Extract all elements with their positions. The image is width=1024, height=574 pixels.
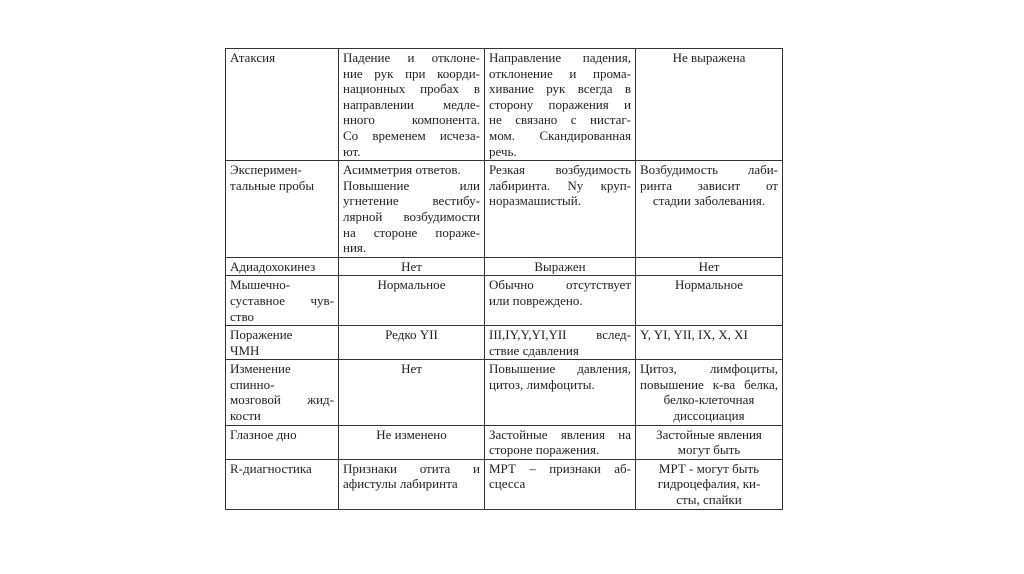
cell-col3: МРТ - могут быть гидроцефалия, ки- сты, спайки: [636, 459, 783, 509]
cell-col2: МРТ – признаки аб- сцесса: [485, 459, 636, 509]
table-row: [226, 459, 783, 509]
cell-col3: Нормальное: [636, 276, 783, 326]
row-label: Атаксия: [226, 49, 339, 161]
row-label: Адиадохокинез: [226, 257, 339, 276]
row-label: Поражение ЧМН: [226, 326, 339, 360]
cell-col1: Падение и отклоне- ние рук при коорди- национных пробах в направлении медле- нного компонента. Со временем исчеза- ют.: [339, 49, 485, 161]
cell-col2: Повышение давления, цитоз, лимфоциты.: [485, 360, 636, 425]
cell-col1: Не изменено: [339, 425, 485, 459]
cell-col2: Обычно отсутствует или повреждено.: [485, 276, 636, 326]
table-row: [226, 276, 783, 326]
table-row: [226, 326, 783, 360]
cell-col2: Выражен: [485, 257, 636, 276]
cell-col3: Нет: [636, 257, 783, 276]
comparison-table: [225, 48, 783, 510]
cell-col1: Нет: [339, 257, 485, 276]
row-label: Мышечно- суставное чув- ство: [226, 276, 339, 326]
cell-col2: Резкая возбудимость лабиринта. Ny круп- норазмашистый.: [485, 161, 636, 258]
cell-col1: Признаки отита и афистулы лабиринта: [339, 459, 485, 509]
cell-col2: Направление падения, отклонение и прома- хивание рук всегда в сторону поражения и не связано с нистаг- мом. Скандированная речь.: [485, 49, 636, 161]
cell-col3: Цитоз, лимфоциты, повышение к-ва белка, белко-клеточная диссоциация: [636, 360, 783, 425]
row-label: Изменение спинно- мозговой жид- кости: [226, 360, 339, 425]
table-row: [226, 425, 783, 459]
cell-col1: Редко YII: [339, 326, 485, 360]
cell-col1: Асимметрия ответов. Повышение или угнетение вестибу- лярной возбудимости на стороне пораже- ния.: [339, 161, 485, 258]
cell-col3: Возбудимость лаби- ринта зависит от стадии заболевания.: [636, 161, 783, 258]
cell-col1: Нет: [339, 360, 485, 425]
cell-col3: Y, YI, YII, IX, X, XI: [636, 326, 783, 360]
row-label: R-диагностика: [226, 459, 339, 509]
table-row: [226, 360, 783, 425]
table-row: [226, 257, 783, 276]
row-label: Глазное дно: [226, 425, 339, 459]
table-row: [226, 49, 783, 161]
row-label: Эксперимен- тальные пробы: [226, 161, 339, 258]
cell-col1: Нормальное: [339, 276, 485, 326]
table-row: [226, 161, 783, 258]
cell-col2: III,IY,Y,YI,YII вслед- ствие сдавления: [485, 326, 636, 360]
cell-col3: Не выражена: [636, 49, 783, 161]
cell-col3: Застойные явления могут быть: [636, 425, 783, 459]
cell-col2: Застойные явления на стороне поражения.: [485, 425, 636, 459]
